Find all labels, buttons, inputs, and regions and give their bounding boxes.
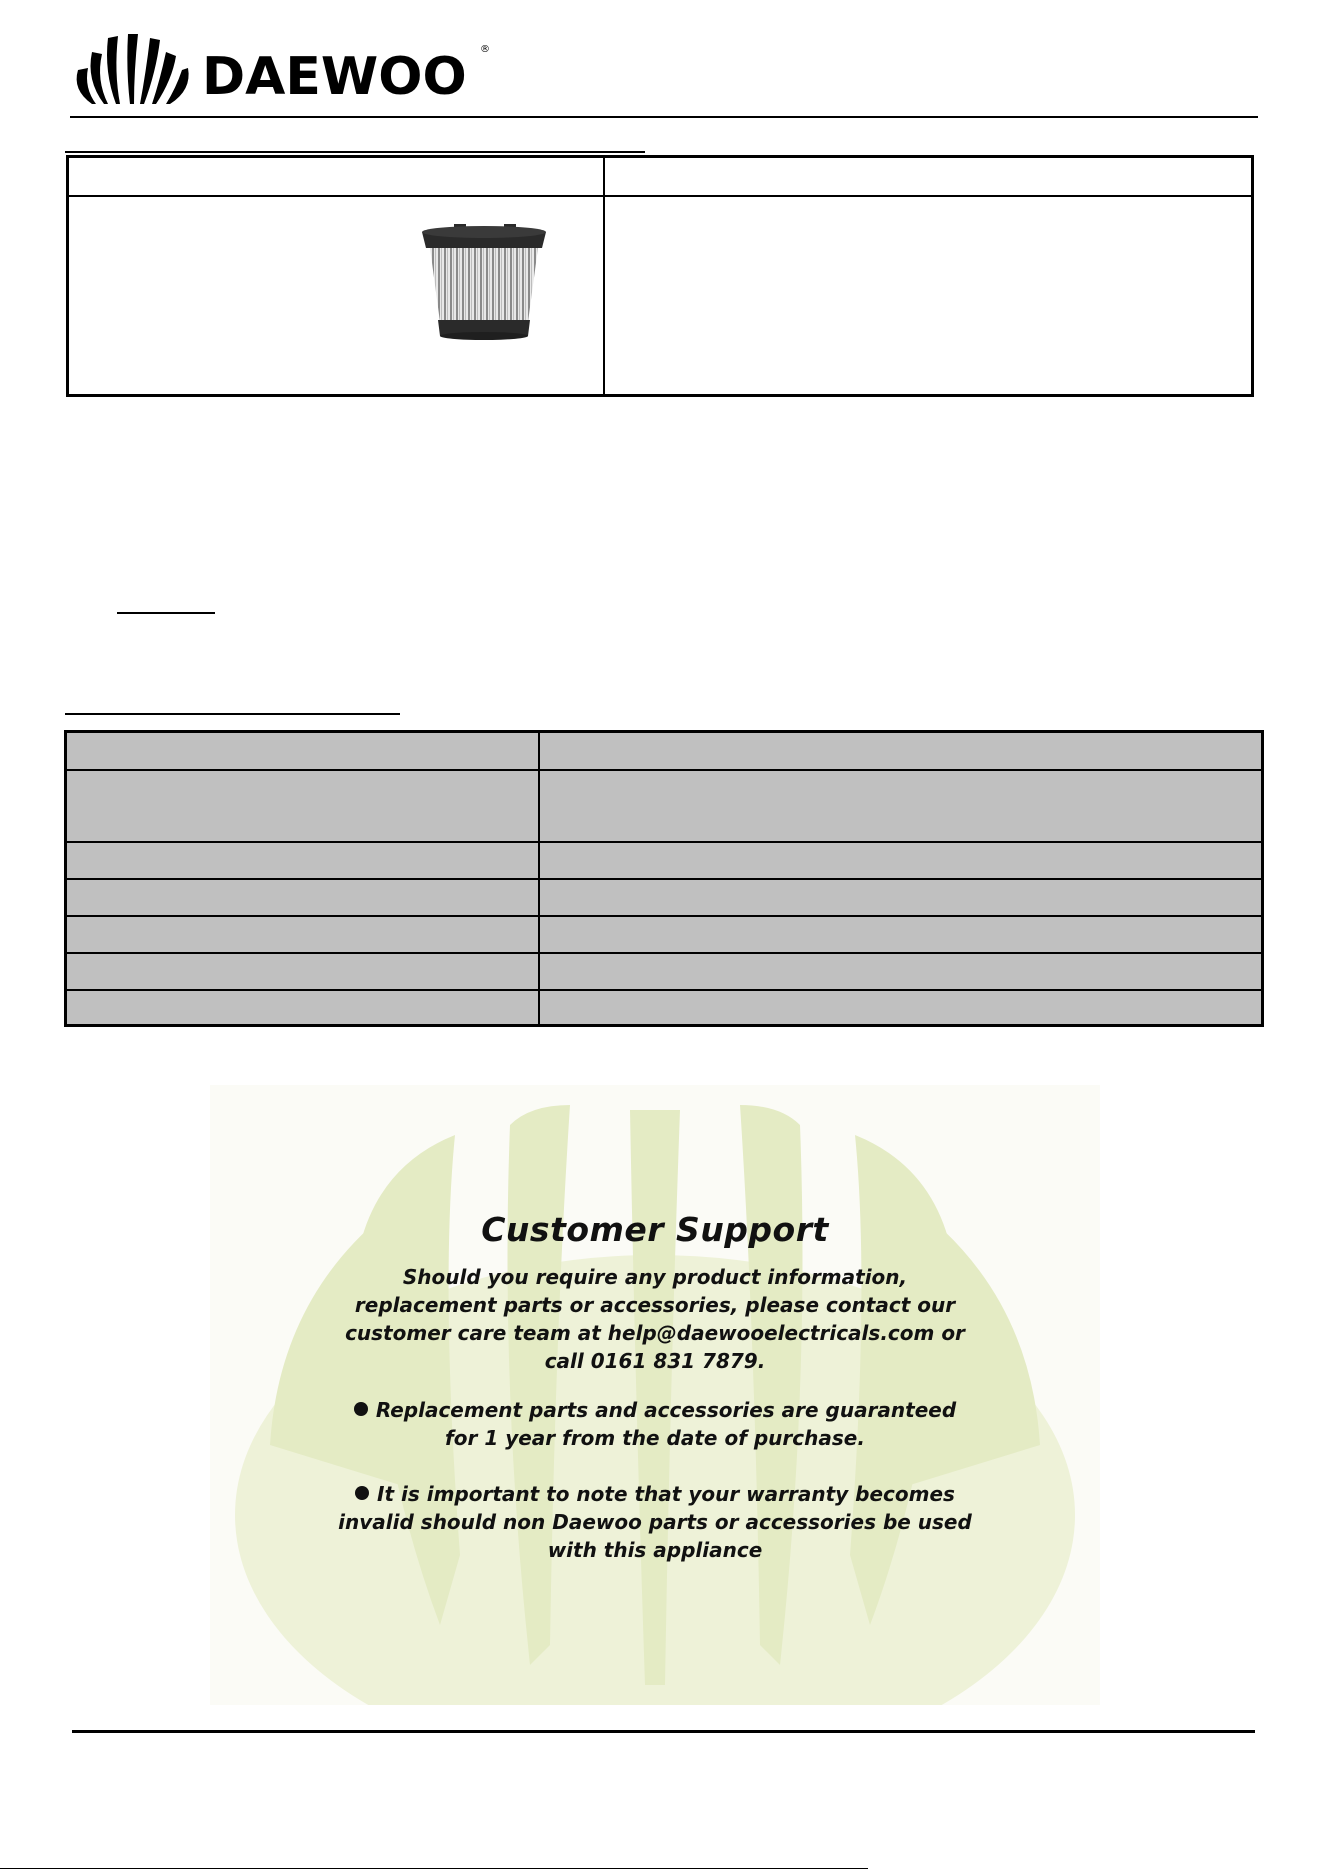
- spec-cell-divider: [538, 991, 540, 1024]
- spec-table: [64, 730, 1264, 1027]
- header-divider: [70, 116, 1258, 118]
- guarantee-line: Replacement parts and accessories are guaranteed: [375, 1398, 957, 1422]
- bullet-dot-icon: [355, 1486, 369, 1500]
- note-underline: [117, 612, 215, 614]
- spec-row: [67, 991, 1261, 1024]
- spec-heading-underline: [65, 713, 400, 715]
- spec-cell-divider: [538, 733, 540, 769]
- guarantee-line: for 1 year from the date of purchase.: [445, 1426, 865, 1450]
- product-table-header-divider: [69, 195, 1251, 197]
- warranty-line: invalid should non Daewoo parts or accessories be used: [338, 1510, 972, 1534]
- registered-mark: ®: [480, 44, 490, 55]
- support-body-line: Should you require any product information,: [402, 1265, 908, 1289]
- spec-cell-divider: [538, 917, 540, 952]
- warranty-line: It is important to note that your warranty becomes: [377, 1482, 955, 1506]
- product-table: [66, 155, 1254, 397]
- customer-support-panel: [210, 1085, 1100, 1705]
- spec-cell-divider: [538, 843, 540, 878]
- customer-support-body: [210, 1263, 1100, 1375]
- warranty-bullet: [210, 1480, 1100, 1564]
- support-body-line: replacement parts or accessories, please contact our: [354, 1293, 956, 1317]
- footer-divider: [72, 1730, 1255, 1733]
- spec-cell-divider: [538, 954, 540, 989]
- warranty-line: with this appliance: [547, 1538, 763, 1562]
- spec-row: [67, 954, 1261, 991]
- product-heading-underline: [65, 151, 645, 153]
- customer-support-title: Customer Support: [481, 1210, 829, 1249]
- spec-cell-divider: [538, 880, 540, 915]
- spec-row: [67, 771, 1261, 843]
- customer-support-bullets: [210, 1396, 1100, 1592]
- spec-cell-divider: [538, 771, 540, 841]
- page-bottom-rule: [0, 1868, 868, 1869]
- hepa-filter-image: [414, 214, 554, 344]
- brand-wordmark: DAEWOO: [202, 47, 467, 107]
- support-body-line: call 0161 831 7879.: [544, 1349, 766, 1373]
- spec-row: [67, 733, 1261, 771]
- daewoo-leaf-watermark: [210, 1085, 1100, 1705]
- product-table-column-divider: [603, 158, 605, 394]
- support-body-line: customer care team at help@daewooelectricals.com or: [345, 1321, 965, 1345]
- guarantee-bullet: [210, 1396, 1100, 1452]
- daewoo-logo: [70, 28, 500, 108]
- spec-row: [67, 880, 1261, 917]
- bullet-dot-icon: [354, 1402, 368, 1416]
- spec-row: [67, 843, 1261, 880]
- spec-row: [67, 917, 1261, 954]
